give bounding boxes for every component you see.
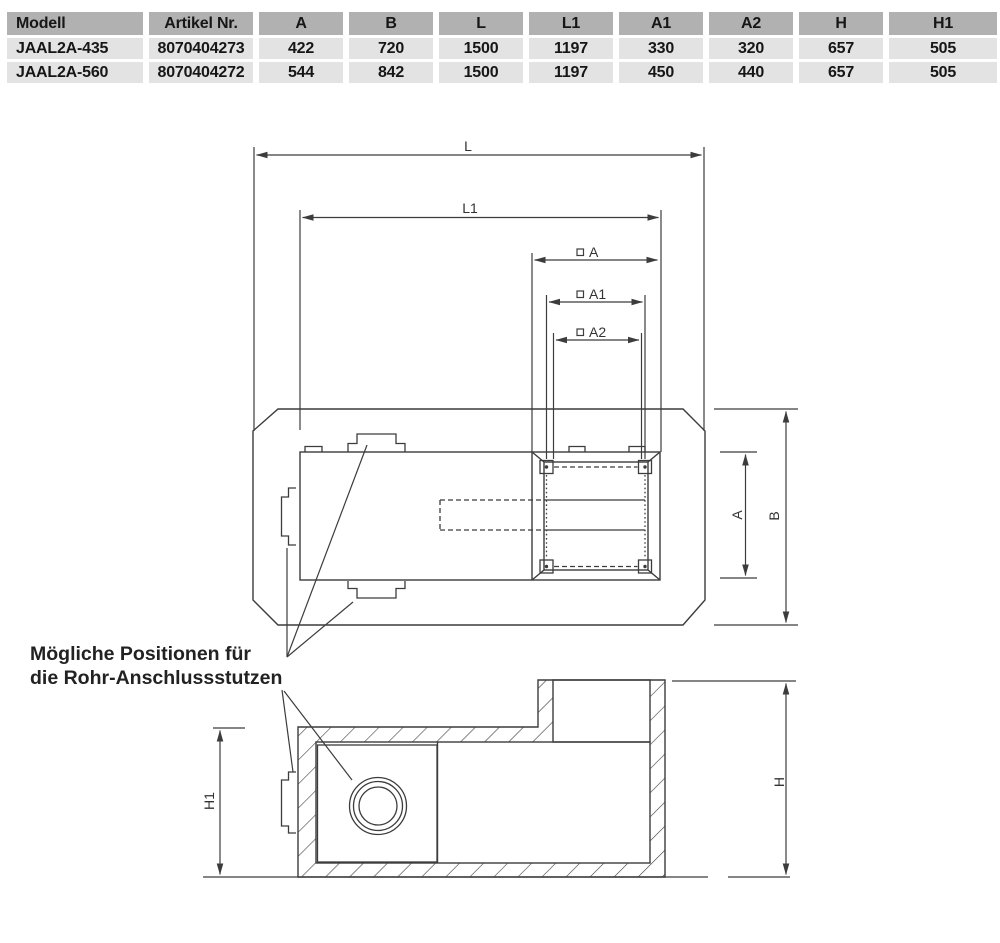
dim-L1 [300, 200, 661, 452]
nozzle-bracket-bottom [348, 581, 405, 598]
dim-H1 [201, 728, 245, 875]
dimensions-section [201, 681, 796, 875]
cell-B-row1: 842 [349, 62, 433, 83]
hidden-pipe-outline [440, 500, 645, 530]
col-header-H1: H1 [889, 12, 997, 35]
cell-A-row1: 544 [259, 62, 343, 83]
cell-L-row1: 1500 [439, 62, 523, 83]
inner-chamber [318, 745, 438, 862]
dim-label-A-top: A [589, 244, 599, 260]
pipe-nozzle-circle [350, 778, 407, 835]
dim-label-A1: A1 [589, 286, 607, 302]
cell-modell-row0: JAAL2A-435 [7, 38, 143, 59]
top-view [253, 409, 705, 657]
col-header-A1: A1 [619, 12, 703, 35]
cell-A1-row1: 450 [619, 62, 703, 83]
cell-L-row0: 1500 [439, 38, 523, 59]
tab-top-left [305, 447, 322, 453]
dim-A-side [720, 452, 757, 578]
col-header-modell: Modell [7, 12, 143, 35]
cell-H1-row0: 505 [889, 38, 997, 59]
cell-H1-row1: 505 [889, 62, 997, 83]
cell-B-row0: 720 [349, 38, 433, 59]
dim-label-L: L [464, 138, 472, 154]
cell-A1-row0: 330 [619, 38, 703, 59]
nozzle-position-tabs [282, 434, 646, 598]
tab-frame-right [629, 447, 645, 453]
tank-lid-octagon [253, 409, 705, 625]
dim-label-A2: A2 [589, 324, 607, 340]
tank-body-outline [300, 452, 660, 580]
shaft-interior [553, 680, 650, 742]
shaft-frame [532, 452, 660, 580]
square-symbol-A2 [577, 329, 584, 336]
note-text [30, 643, 282, 689]
note-line-1: Mögliche Positionen für [30, 643, 252, 665]
wall-hatching [298, 680, 665, 877]
col-header-L: L [439, 12, 523, 35]
cell-modell-row1: JAAL2A-560 [7, 62, 143, 83]
cell-A-row0: 422 [259, 38, 343, 59]
square-symbol-A [577, 249, 584, 256]
col-header-A: A [259, 12, 343, 35]
dim-A2 [554, 324, 642, 459]
section-outer-outline [298, 680, 665, 877]
nozzle-bracket-section-left [282, 772, 297, 833]
col-header-A2: A2 [709, 12, 793, 35]
dim-B [714, 409, 798, 625]
cell-artikel-row1: 8070404272 [149, 62, 253, 83]
spec-table [7, 12, 997, 83]
col-header-L1: L1 [529, 12, 613, 35]
nozzle-bracket-left [282, 488, 297, 545]
tab-frame-left [569, 447, 585, 453]
cell-A2-row1: 440 [709, 62, 793, 83]
col-header-B: B [349, 12, 433, 35]
section-view [203, 680, 790, 877]
cell-artikel-row0: 8070404273 [149, 38, 253, 59]
dim-L [254, 138, 704, 431]
dim-H [672, 681, 796, 875]
dim-label-H1: H1 [201, 792, 217, 810]
dim-A-top [532, 244, 658, 452]
frame-bolts [540, 461, 652, 574]
cell-A2-row0: 320 [709, 38, 793, 59]
square-symbol-A1 [577, 291, 584, 298]
cell-L1-row1: 1197 [529, 62, 613, 83]
col-header-artikel: Artikel Nr. [149, 12, 253, 35]
dim-label-L1: L1 [462, 200, 478, 216]
cell-L1-row0: 1197 [529, 38, 613, 59]
dim-label-A-side: A [729, 510, 745, 520]
section-interior [316, 742, 650, 863]
nozzle-bracket-top [348, 434, 405, 452]
cell-H-row0: 657 [799, 38, 883, 59]
dim-label-B: B [766, 511, 782, 521]
dim-A1 [547, 286, 646, 459]
dimensions-top [254, 138, 798, 625]
note-line-2: die Rohr-Anschlussstutzen [30, 667, 283, 689]
dim-label-H: H [771, 776, 787, 788]
col-header-H: H [799, 12, 883, 35]
cell-H-row1: 657 [799, 62, 883, 83]
